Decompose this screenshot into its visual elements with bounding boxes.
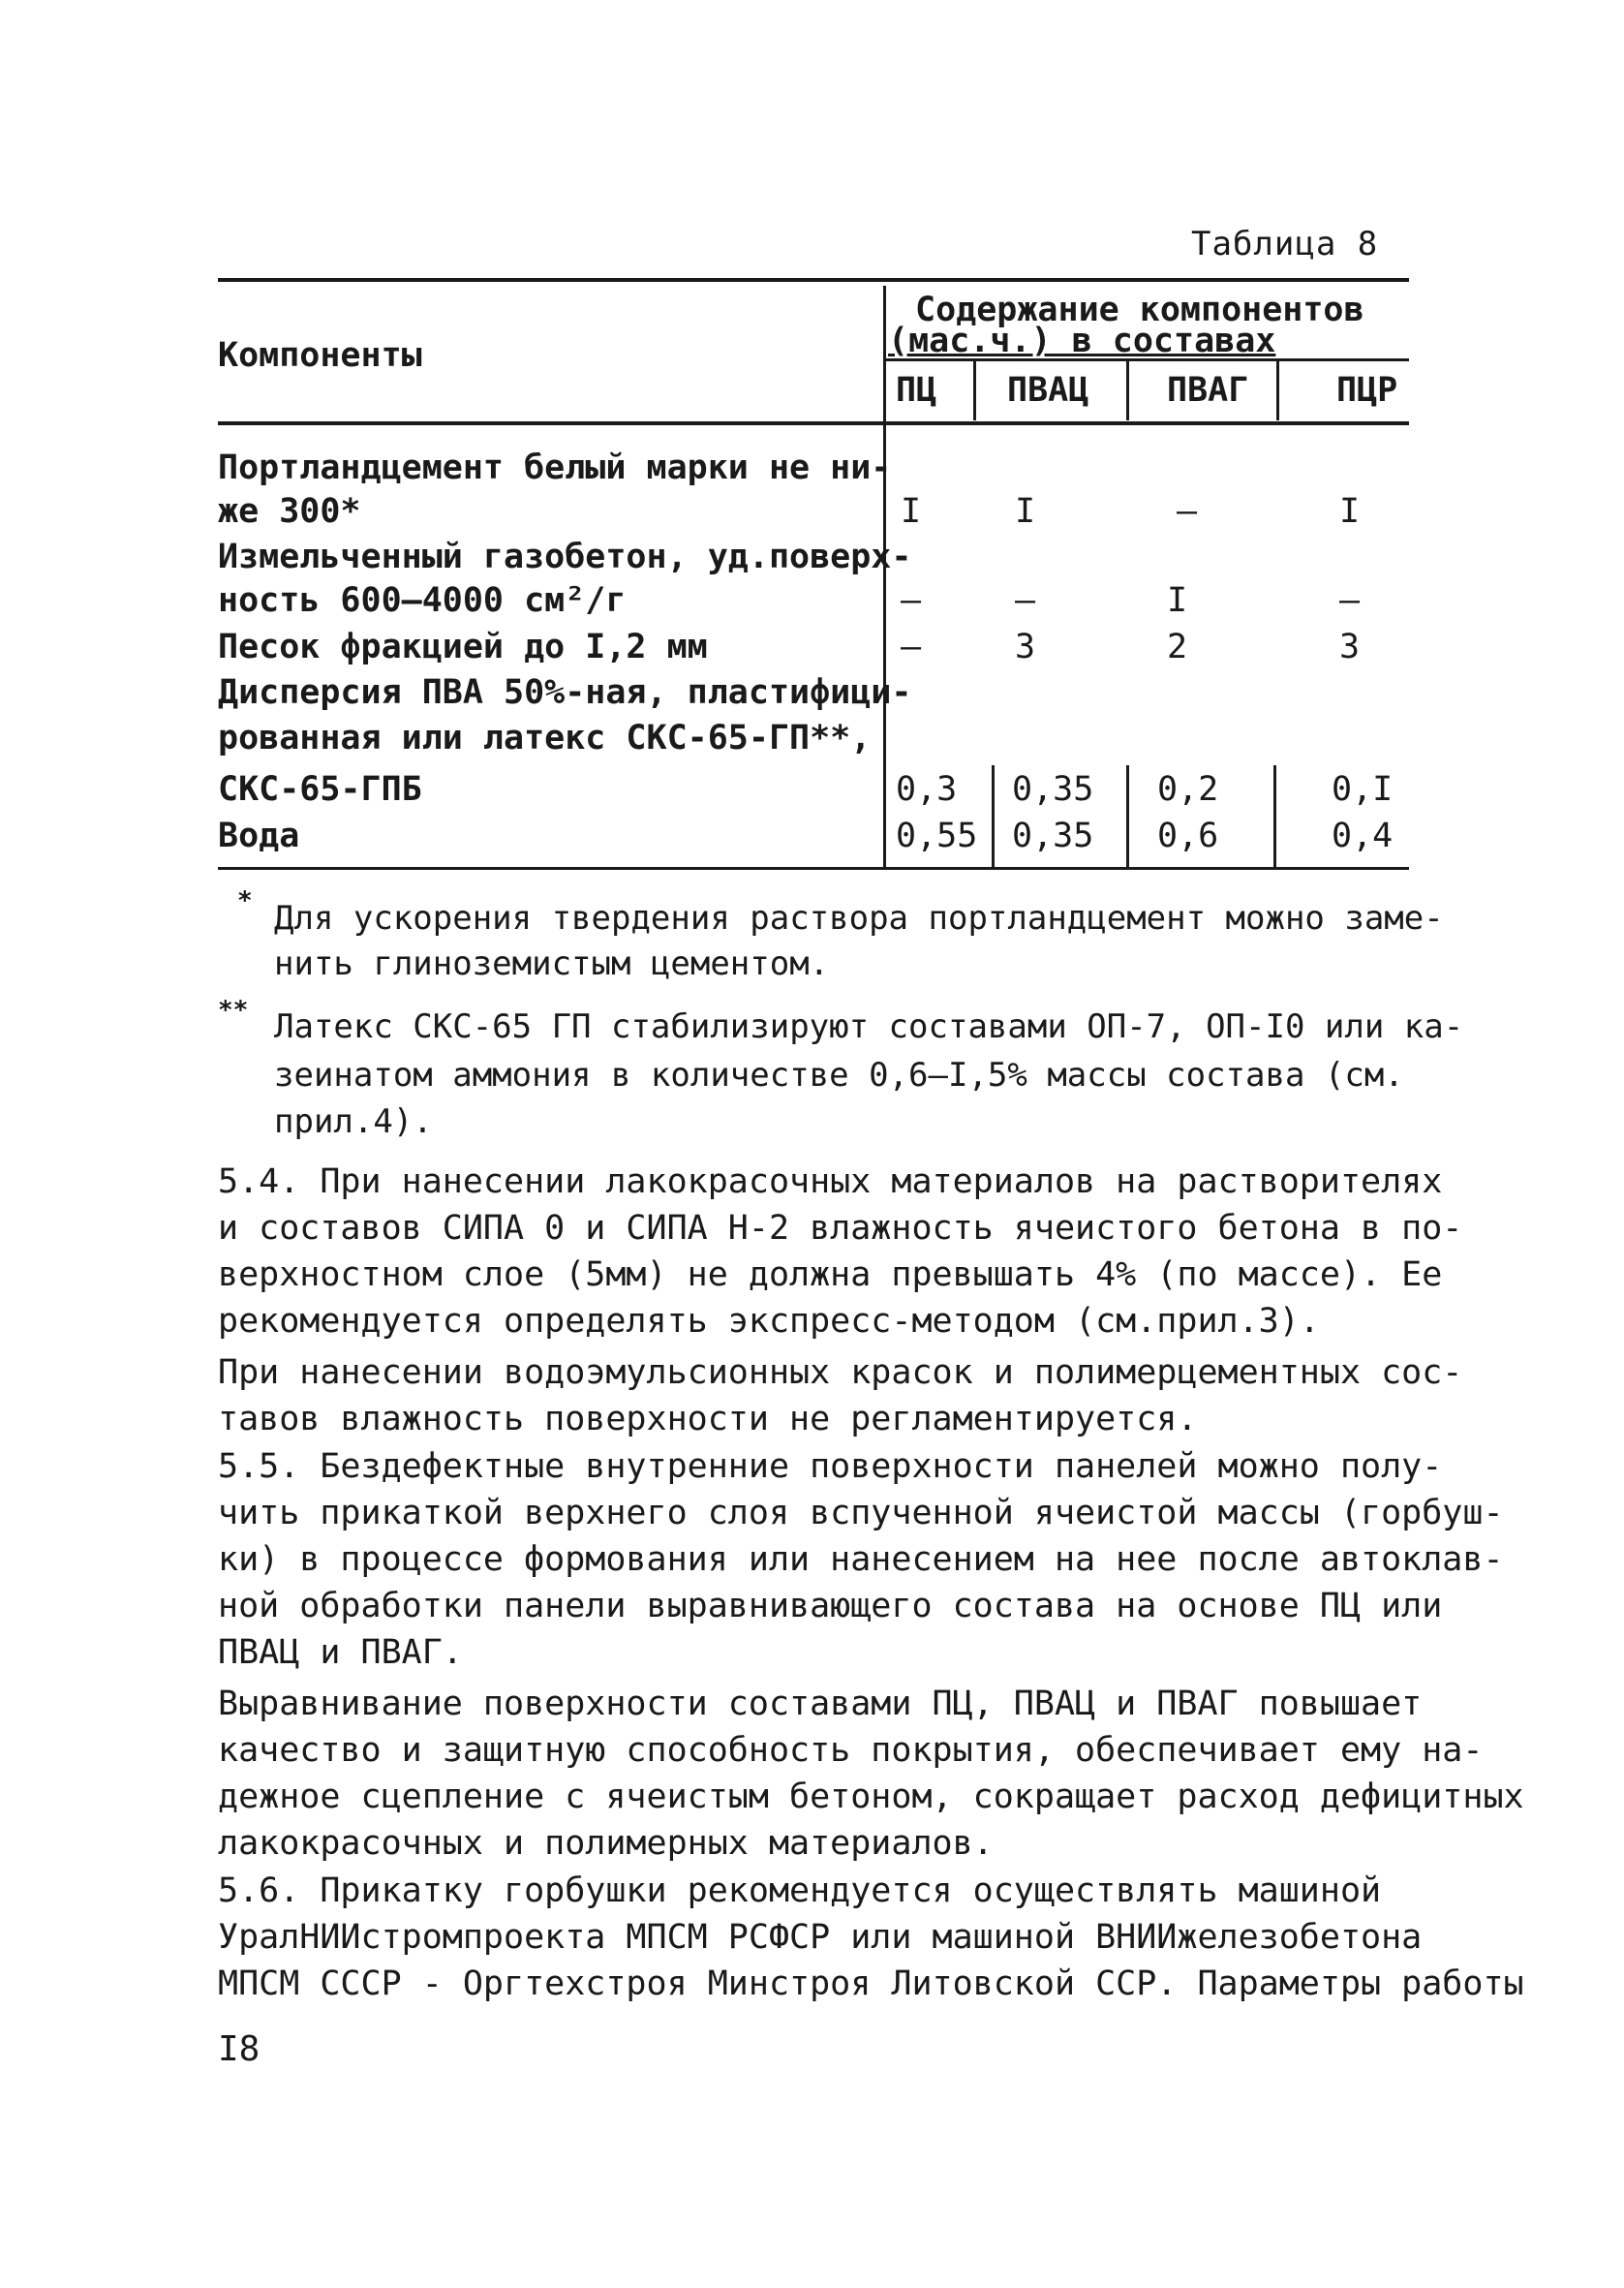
row-5-name-line1: Вода: [218, 817, 300, 855]
row-2-pcr: –: [1339, 581, 1361, 620]
table-col-divider-3: [1276, 360, 1279, 420]
paragraph-line: лакокрасочных и полимерных материалов.: [218, 1824, 994, 1863]
row-2-pc: –: [901, 581, 922, 620]
paragraph-line: 5.4. При нанесении лакокрасочных материалов на растворителях: [218, 1162, 1443, 1201]
paragraph-line: дежное сцепление с ячеистым бетоном, сокращает расход дефицитных: [218, 1778, 1524, 1816]
row-3-pvag: 2: [1167, 628, 1188, 666]
row-1-pcr: I: [1339, 492, 1361, 531]
paragraph-line: Выравнивание поверхности составами ПЦ, ПВАЦ и ПВАГ повышает: [218, 1685, 1423, 1723]
paragraph-5-4: [218, 1159, 1462, 1345]
row-4-pvag: 0,2: [1157, 770, 1219, 809]
table-caption: Таблица 8: [1191, 225, 1379, 263]
row-1-name-line2: же 300*: [218, 492, 361, 531]
row-4-pc: 0,3: [896, 770, 958, 809]
paragraph-line: ки) в процессе формования или нанесением на нее после автоклав-: [218, 1540, 1504, 1579]
table-header-bottom-rule: [218, 421, 1409, 425]
row-3-pc: –: [901, 628, 922, 666]
paragraph-water-emulsion: [218, 1349, 1462, 1442]
paragraph-line: качество и защитную способность покрытия, обеспечивает ему на-: [218, 1731, 1484, 1770]
paragraph-line: ной обработки панели выравнивающего состава на основе ПЦ или: [218, 1587, 1443, 1625]
row-4-pvac: 0,35: [1012, 770, 1094, 809]
paragraph-leveling: [218, 1681, 1524, 1867]
column-header-pvac: ПВАЦ: [1007, 371, 1089, 410]
table-col-divider-main: [883, 286, 886, 867]
row-1-pc: I: [901, 492, 922, 531]
table-col-divider-1: [973, 360, 976, 420]
table-col-divider-6: [1273, 765, 1276, 867]
table-bottom-rule: [218, 867, 1409, 870]
row-2-name-line2: ность 600–4000 см²/г: [218, 581, 627, 620]
row-1-pvag: –: [1177, 492, 1198, 531]
row-1-name-line1: Портландцемент белый марки не ни-: [218, 448, 892, 487]
row-4-name-line2: рованная или латекс СКС-65-ГП**,: [218, 719, 872, 758]
row-4-name-line1: Дисперсия ПВА 50%-ная, пластифици-: [218, 673, 912, 712]
row-3-pcr: 3: [1339, 628, 1361, 666]
paragraph-line: рекомендуется определять экспресс-методом (см.прил.3).: [218, 1302, 1320, 1341]
paragraph-line: МПСМ СССР - Оргтехстроя Минстроя Литовской ССР. Параметры работы: [218, 1964, 1524, 2003]
row-2-pvag: I: [1167, 581, 1188, 620]
column-header-pcr: ПЦР: [1336, 371, 1398, 410]
column-header-pvag: ПВАГ: [1167, 371, 1249, 410]
table-col-divider-2: [1126, 360, 1129, 420]
table-col-divider-5: [1126, 765, 1129, 867]
row-5-pvag: 0,6: [1157, 817, 1219, 855]
row-4-name-line3: СКС-65-ГПБ: [218, 770, 422, 809]
row-5-pc: 0,55: [896, 817, 978, 855]
paragraph-5-5: [218, 1443, 1504, 1676]
row-5-pcr: 0,4: [1332, 817, 1394, 855]
paragraph-line: и составов СИПА 0 и СИПА Н-2 влажность ячеистого бетона в по-: [218, 1209, 1463, 1248]
footnote-2-line2: зеинатом аммония в количестве 0,6–I,5% массы состава (см.: [274, 1056, 1404, 1095]
row-3-name-line1: Песок фракцией до I,2 мм: [218, 628, 708, 666]
footnote-1-line1: Для ускорения твердения раствора портландцемент можно заме-: [274, 899, 1444, 938]
footnote-1-mark: *: [237, 886, 253, 915]
content-header-line2: (мас.ч.) в составах: [888, 322, 1276, 360]
paragraph-line: 5.6. Прикатку горбушки рекомендуется осуществлять машиной: [218, 1871, 1382, 1910]
row-5-pvac: 0,35: [1012, 817, 1094, 855]
page-number: I8: [218, 2029, 260, 2069]
row-3-pvac: 3: [1015, 628, 1036, 666]
paragraph-line: 5.5. Бездефектные внутренние поверхности панелей можно полу-: [218, 1447, 1443, 1486]
table-col-divider-4: [992, 765, 995, 867]
footnote-2-mark: **: [218, 996, 249, 1025]
paragraph-5-6: [218, 1868, 1524, 2007]
components-header: Компоненты: [218, 336, 422, 375]
paragraph-line: чить прикаткой верхнего слоя вспученной ячеистой массы (горбуш-: [218, 1494, 1504, 1532]
footnote-2-line1: Латекс СКС-65 ГП стабилизируют составами ОП-7, ОП-I0 или ка-: [274, 1007, 1464, 1046]
paragraph-line: тавов влажность поверхности не регламентируется.: [218, 1400, 1198, 1438]
column-header-pc: ПЦ: [896, 371, 937, 410]
paragraph-line: ПВАЦ и ПВАГ.: [218, 1633, 463, 1672]
row-4-pcr: 0,I: [1332, 770, 1394, 809]
paragraph-line: верхностном слое (5мм) не должна превышать 4% (по массе). Ее: [218, 1255, 1443, 1294]
row-2-name-line1: Измельченный газобетон, уд.поверх-: [218, 538, 912, 576]
footnote-2-line3: прил.4).: [274, 1102, 433, 1141]
row-1-pvac: I: [1015, 492, 1036, 531]
paragraph-line: УралНИИстромпроекта МПСМ РСФСР или машиной ВНИИжелезобетона: [218, 1918, 1423, 1957]
table-top-rule: [218, 278, 1409, 282]
footnote-1-line2: нить глиноземистым цементом.: [274, 944, 830, 983]
content-header-line1: Содержание компонентов: [915, 291, 1364, 329]
row-2-pvac: –: [1015, 581, 1036, 620]
paragraph-line: При нанесении водоэмульсионных красок и полимерцементных сос-: [218, 1353, 1463, 1392]
